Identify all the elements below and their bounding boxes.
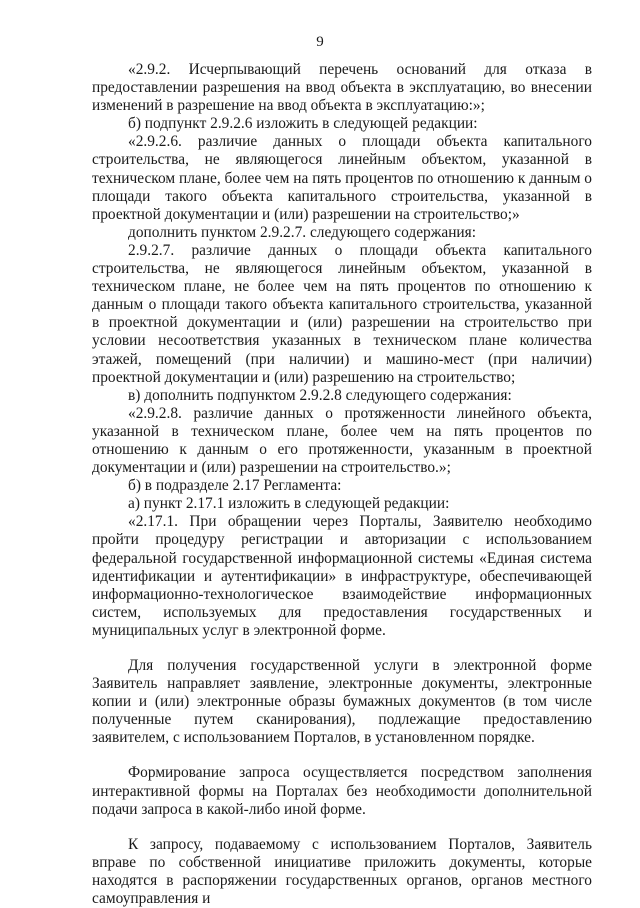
paragraph: «2.9.2.6. различие данных о площади объекта капитального строительства, не являющегося линейным объектом, указанной в техническом плане, более чем на пять процентов по отношению к данным о площади такого объекта капитального строительства, указанной в проектной документации и (или) разрешении на строительство;» xyxy=(92,133,592,223)
paragraph: К запросу, подаваемому с использованием Порталов, Заявитель вправе по собственной инициативе приложить документы, которые находятся в распоряжении государственных органов, органов местного самоуправления и xyxy=(92,835,592,908)
paragraph: «2.17.1. При обращении через Порталы, Заявителю необходимо пройти процедуру регистрации и авторизации с использованием федеральной государственной информационной системы «Единая система идентификации и аутентификации» в инфраструктуре, обеспечивающей информационно-технологическое взаимодействие информационных систем, используемых для предоставления государственных и муниципальных услуг в электронной форме. xyxy=(92,513,592,639)
paragraph: 2.9.2.7. различие данных о площади объекта капитального строительства, не являющегося линейным объектом, указанной в техническом плане, не более чем на пять процентов по отношению к данным о площади такого объекта капитального строительства, указанной в проектной документации и (или) разрешении на строительство при условии несоответствия указанных в техническом плане количества этажей, помещений (при наличии) и машино-мест (при наличии) проектной документации и (или) разрешению на строительство; xyxy=(92,241,592,386)
paragraph: Для получения государственной услуги в электронной форме Заявитель направляет заявление, электронные документы, электронные копии и (или) электронные образы бумажных документов (в том числе полученные путем сканирования), подлежащие предоставлению заявителем, с использованием Порталов, в установленном порядке. xyxy=(92,657,592,747)
paragraph: б) в подразделе 2.17 Регламента: xyxy=(128,477,342,495)
document-body xyxy=(92,61,592,908)
paragraph: в) дополнить подпунктом 2.9.2.8 следующего содержания: xyxy=(128,386,512,404)
page-number: 9 xyxy=(316,34,324,50)
paragraph: а) пункт 2.17.1 изложить в следующей редакции: xyxy=(128,495,450,513)
paragraph: «2.9.2. Исчерпывающий перечень оснований для отказа в предоставлении разрешения на ввод объекта в эксплуатацию, во внесении изменений в разрешение на ввод объекта в эксплуатацию:»; xyxy=(92,61,592,115)
paragraph: дополнить пунктом 2.9.2.7. следующего содержания: xyxy=(128,223,477,241)
paragraph: «2.9.2.8. различие данных о протяженности линейного объекта, указанной в техническом плане, более чем на пять процентов по отношению к данным о его протяженности, указанным в проектной документации и (или) разрешении на строительство.»; xyxy=(92,404,592,477)
paragraph: Формирование запроса осуществляется посредством заполнения интерактивной формы на Порталах без необходимости дополнительной подачи запроса в какой-либо иной форме. xyxy=(92,764,592,818)
paragraph: б) подпункт 2.9.2.6 изложить в следующей редакции: xyxy=(128,115,478,133)
